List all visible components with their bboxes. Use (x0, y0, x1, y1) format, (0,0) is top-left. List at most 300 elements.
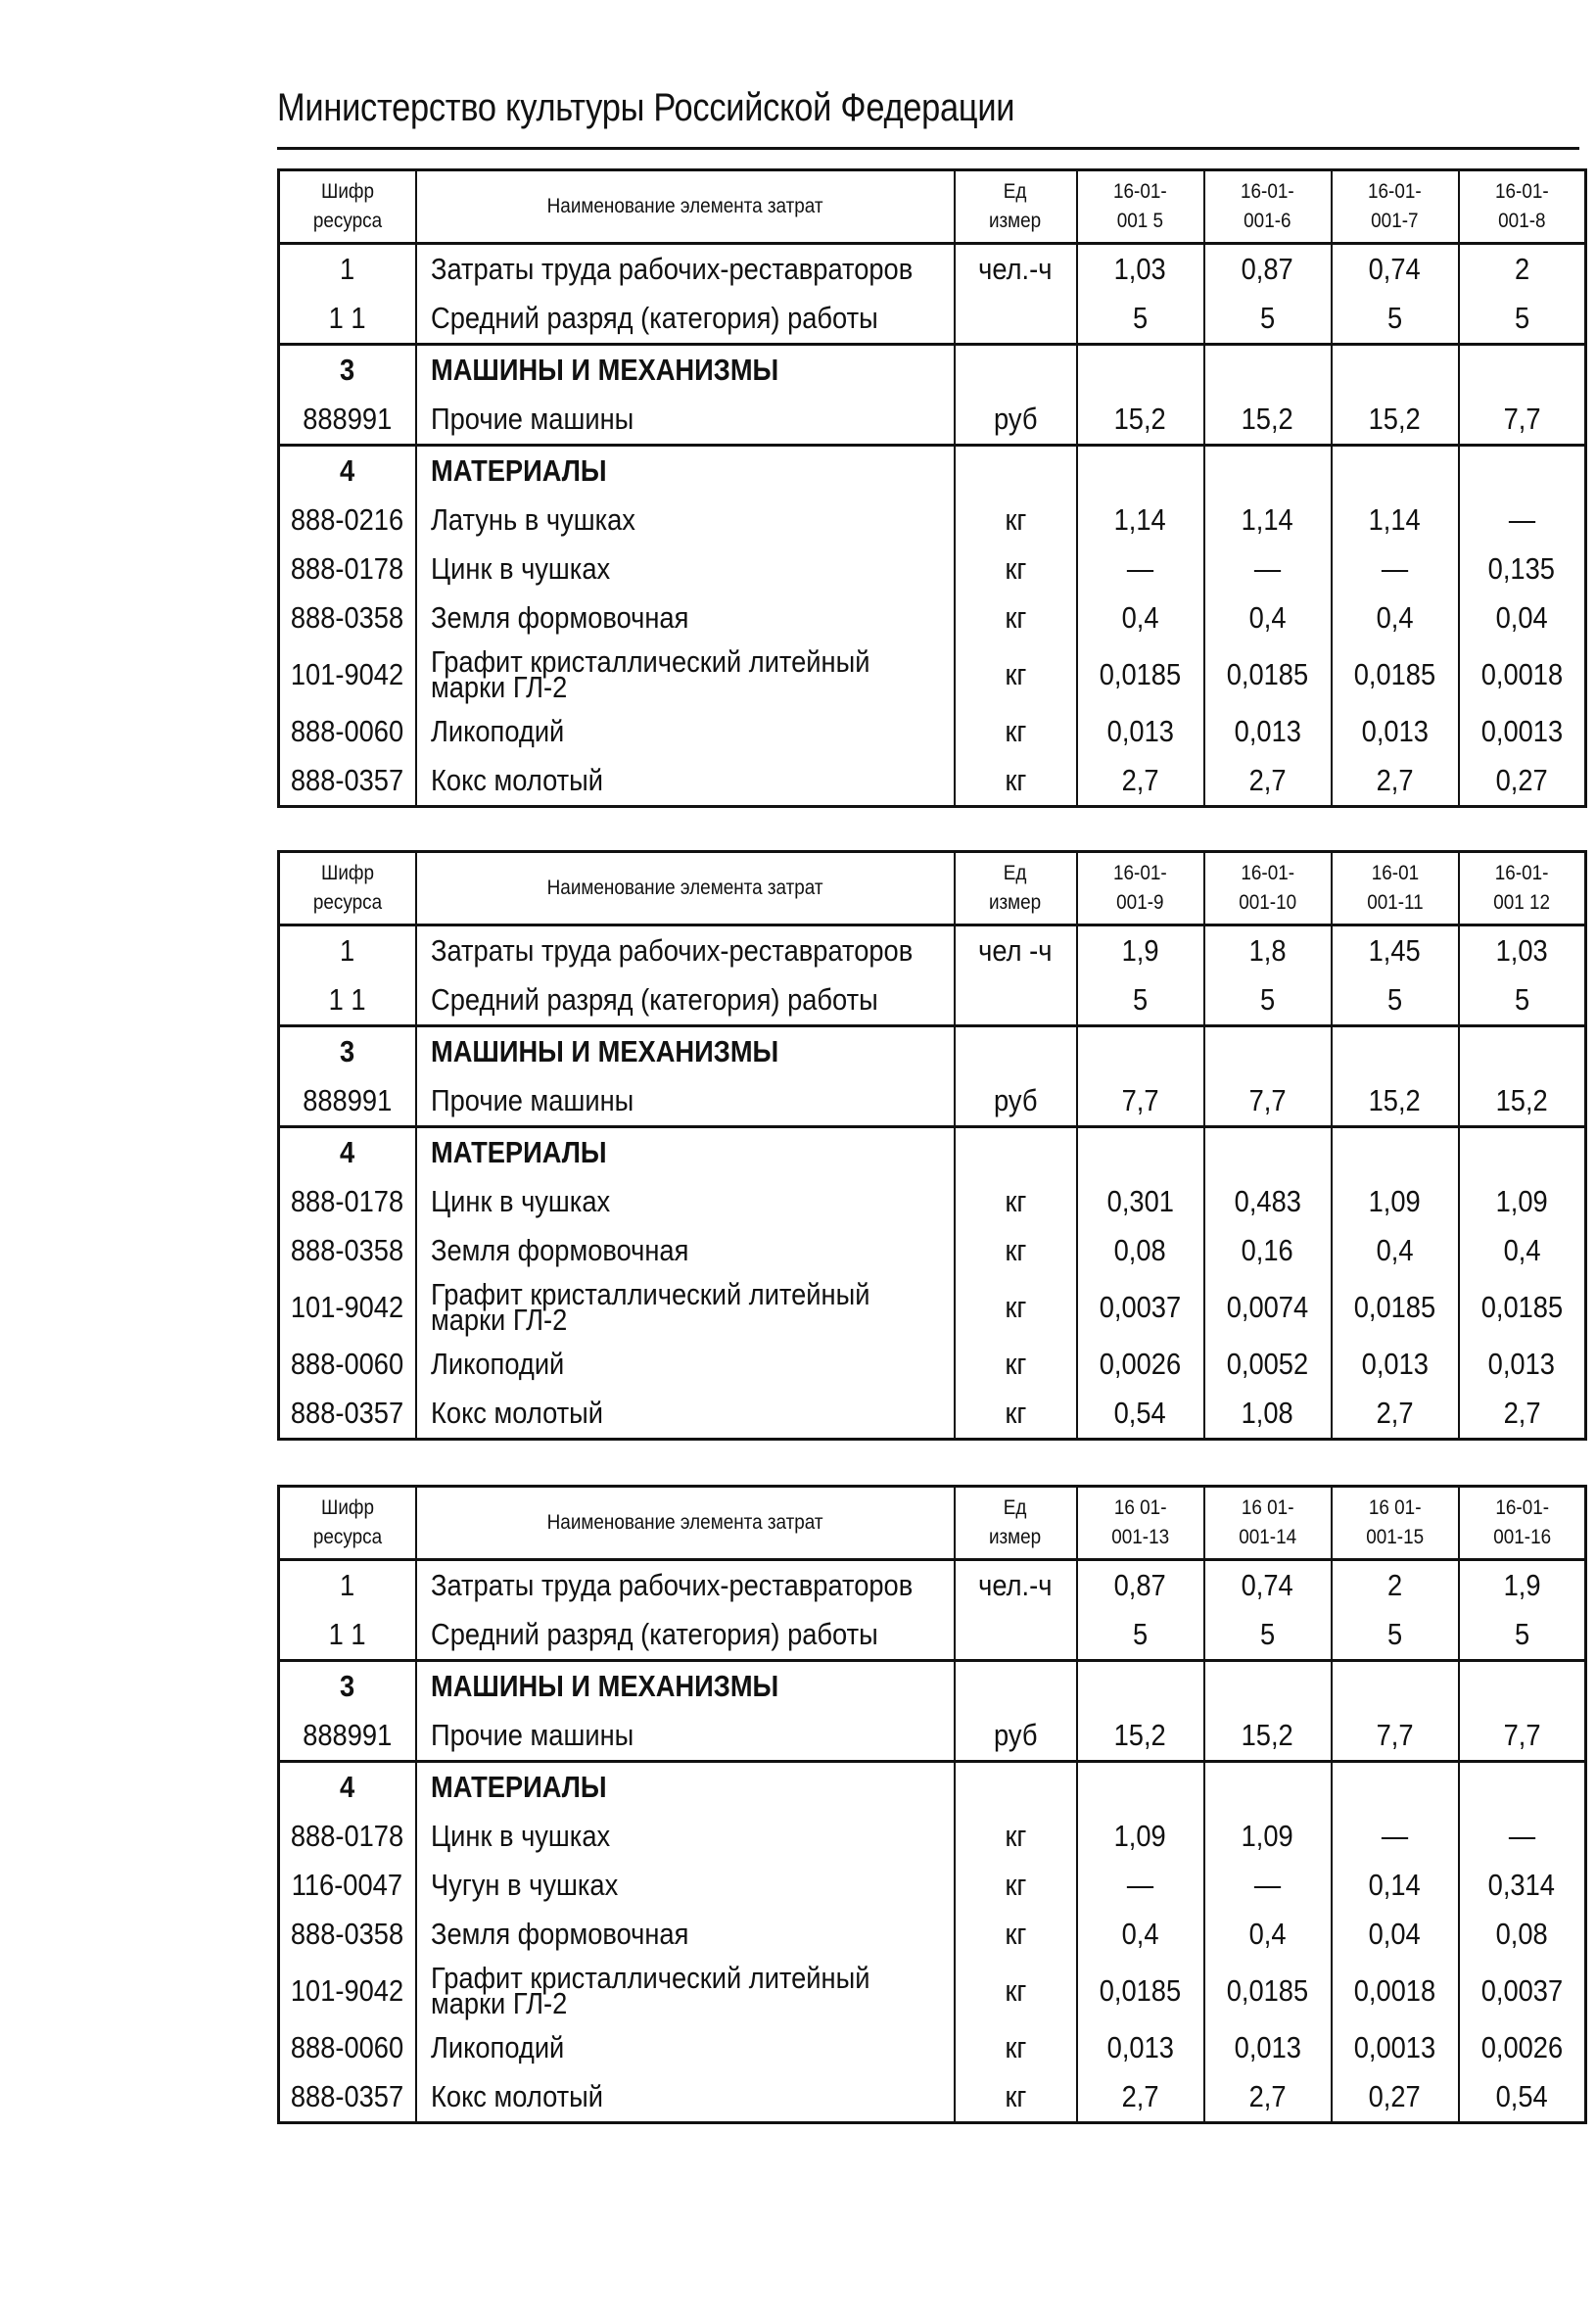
section-row (279, 1127, 1586, 1178)
unit-cell-text: чел -ч (978, 933, 1053, 968)
table-row (279, 1340, 1586, 1389)
resource-code (279, 545, 416, 593)
resource-code-text: 888-0357 (291, 1396, 404, 1430)
unit-cell-text: кг (1005, 1290, 1026, 1324)
section-row (279, 1661, 1586, 1712)
resource-code-text: 888-0178 (291, 1184, 404, 1218)
value-cell (1332, 1340, 1459, 1389)
resource-code-text: 1 1 (328, 1617, 366, 1651)
value-cell-text: 0,0026 (1480, 2030, 1563, 2064)
header-unit (955, 170, 1077, 244)
value-cell (1459, 1226, 1586, 1275)
value-cell-text: 0,0052 (1226, 1347, 1309, 1381)
header-norm-code (1459, 170, 1586, 244)
value-cell (1332, 1711, 1459, 1762)
resource-code-text: 888-0060 (291, 1347, 404, 1381)
value-cell-text: — (1253, 1868, 1282, 1902)
value-cell (1332, 1610, 1459, 1661)
value-cell (1459, 1812, 1586, 1861)
resource-name-text: Цинк в чушках (430, 1819, 610, 1853)
unit-cell (955, 545, 1077, 593)
table-row (279, 1177, 1586, 1226)
resource-code-text: 888-0358 (291, 600, 404, 635)
resource-code-text: 101-9042 (291, 1973, 404, 2008)
header-norm-code-line-1: 16 01- (1241, 1496, 1294, 1519)
unit-cell-text: кг (1005, 502, 1026, 537)
resource-name-text: Земля формовочная (430, 1917, 688, 1951)
resource-name (416, 294, 955, 345)
value-cell-text: 0,4 (1376, 600, 1414, 635)
value-cell-text: 0,0185 (1099, 1973, 1182, 2008)
value-cell (1077, 345, 1204, 396)
value-cell (1077, 1076, 1204, 1127)
header-norm-code (1204, 852, 1332, 925)
resource-code (279, 244, 416, 295)
value-cell (1459, 1389, 1586, 1440)
resource-code-text: 4 (340, 1135, 355, 1169)
value-cell (1077, 1910, 1204, 1959)
resource-name (416, 1177, 955, 1226)
value-cell-text: 5 (1386, 301, 1403, 335)
resource-code-text: 888-0358 (291, 1917, 404, 1951)
value-cell-text: 0,4 (1121, 1917, 1159, 1951)
resource-code (279, 1275, 416, 1340)
value-cell-text: 2,7 (1121, 2079, 1159, 2113)
value-cell (1204, 1275, 1332, 1340)
value-cell (1077, 1812, 1204, 1861)
header-norm-code-line-1: 16-01- (1113, 862, 1167, 884)
table-row (279, 1389, 1586, 1440)
table-row (279, 707, 1586, 756)
value-cell-text: 5 (1386, 1617, 1403, 1651)
header-norm-code-line-2: 001-6 (1244, 210, 1291, 232)
resource-code-text: 888-0060 (291, 714, 404, 748)
resource-name (416, 1076, 955, 1127)
header-unit-line-2: измер (989, 210, 1042, 232)
header-norm-code-line-2: 001 5 (1116, 210, 1164, 232)
value-cell (1077, 545, 1204, 593)
unit-cell (955, 395, 1077, 446)
unit-cell (955, 2023, 1077, 2072)
resource-code (279, 395, 416, 446)
value-cell (1204, 1762, 1332, 1813)
value-cell (1077, 1861, 1204, 1910)
table-row (279, 2072, 1586, 2123)
resource-name-text: Кокс молотый (430, 2079, 603, 2113)
resource-name-text: Средний разряд (категория) работы (430, 301, 878, 335)
value-cell (1204, 1959, 1332, 2023)
header-code-line-2: ресурса (312, 210, 382, 232)
value-cell-text: 1,14 (1241, 502, 1294, 537)
value-cell (1204, 1560, 1332, 1611)
resource-code-text: 888991 (303, 402, 393, 436)
resource-name-text: Прочие машины (430, 1718, 634, 1752)
unit-cell (955, 1275, 1077, 1340)
value-cell (1332, 707, 1459, 756)
table-row (279, 294, 1586, 345)
value-cell (1077, 1177, 1204, 1226)
value-cell-text: 0,04 (1368, 1917, 1422, 1951)
value-cell (1204, 1661, 1332, 1712)
resource-code (279, 2023, 416, 2072)
value-cell (1459, 496, 1586, 545)
norms-table (277, 1485, 1587, 2124)
unit-cell-text: кг (1005, 763, 1026, 797)
resource-code (279, 1711, 416, 1762)
value-cell (1459, 1661, 1586, 1712)
value-cell (1204, 1340, 1332, 1389)
value-cell (1459, 1026, 1586, 1077)
resource-name (416, 2072, 955, 2123)
value-cell (1204, 1177, 1332, 1226)
resource-name (416, 1910, 955, 1959)
value-cell-text: 0,301 (1106, 1184, 1174, 1218)
value-cell (1077, 2023, 1204, 2072)
value-cell-text: 0,27 (1495, 763, 1548, 797)
header-norm-code (1077, 1487, 1204, 1560)
header-code (279, 170, 416, 244)
value-cell (1077, 756, 1204, 807)
resource-name-text: Кокс молотый (430, 1396, 603, 1430)
unit-cell (955, 1812, 1077, 1861)
unit-cell (955, 1762, 1077, 1813)
value-cell-text: 5 (1132, 982, 1149, 1017)
value-cell (1077, 1389, 1204, 1440)
header-code-line-1: Шифр (320, 862, 374, 884)
value-cell-text: 0,4 (1248, 1917, 1287, 1951)
value-cell (1459, 1340, 1586, 1389)
unit-cell (955, 1076, 1077, 1127)
value-cell (1077, 642, 1204, 707)
value-cell (1459, 925, 1586, 976)
value-cell (1204, 294, 1332, 345)
value-cell (1077, 446, 1204, 497)
value-cell-text: 0,74 (1241, 1568, 1294, 1602)
value-cell-text: 15,2 (1241, 402, 1294, 436)
value-cell (1204, 707, 1332, 756)
value-cell (1204, 1026, 1332, 1077)
value-cell (1459, 2023, 1586, 2072)
value-cell-text: 15,2 (1241, 1718, 1294, 1752)
resource-name (416, 1610, 955, 1661)
value-cell-text: 0,27 (1368, 2079, 1422, 2113)
value-cell-text: 0,013 (1488, 1347, 1556, 1381)
resource-name-text: Прочие машины (430, 1083, 634, 1117)
value-cell (1332, 1910, 1459, 1959)
value-cell-text: 0,4 (1248, 600, 1287, 635)
header-norm-code-line-2: 001 12 (1493, 891, 1551, 914)
resource-name (416, 1127, 955, 1178)
value-cell (1077, 1560, 1204, 1611)
value-cell (1332, 1127, 1459, 1178)
header-norm-code-line-1: 16 01- (1113, 1496, 1167, 1519)
value-cell (1332, 294, 1459, 345)
value-cell (1332, 593, 1459, 642)
unit-cell-text: кг (1005, 2079, 1026, 2113)
header-norm-code-line-1: 16-01- (1241, 180, 1294, 203)
value-cell (1459, 446, 1586, 497)
value-cell-text: — (1126, 551, 1154, 586)
value-cell (1459, 395, 1586, 446)
header-unit (955, 1487, 1077, 1560)
resource-name (416, 642, 955, 707)
value-cell (1204, 975, 1332, 1026)
resource-code-text: 101-9042 (291, 657, 404, 691)
resource-name-text: Латунь в чушках (430, 502, 635, 537)
value-cell (1459, 756, 1586, 807)
header-unit-line-2: измер (989, 1526, 1042, 1548)
resource-code-text: 888-0357 (291, 763, 404, 797)
unit-cell (955, 756, 1077, 807)
resource-name (416, 975, 955, 1026)
header-norm-code-line-1: 16-01 (1371, 862, 1419, 884)
section-row (279, 345, 1586, 396)
table-row (279, 1711, 1586, 1762)
unit-cell (955, 1127, 1077, 1178)
resource-code (279, 1026, 416, 1077)
value-cell (1204, 244, 1332, 295)
unit-cell (955, 1389, 1077, 1440)
value-cell-text: 1,09 (1368, 1184, 1422, 1218)
value-cell (1077, 1026, 1204, 1077)
value-cell-text: 0,08 (1495, 1917, 1548, 1951)
resource-code-text: 4 (340, 1770, 355, 1804)
value-cell-text: 15,2 (1368, 1083, 1422, 1117)
table-row (279, 496, 1586, 545)
value-cell-text: 1,9 (1503, 1568, 1541, 1602)
value-cell-text: 0,74 (1368, 252, 1422, 286)
value-cell (1332, 756, 1459, 807)
value-cell-text: 15,2 (1368, 402, 1422, 436)
value-cell (1332, 1076, 1459, 1127)
table-row (279, 642, 1586, 707)
value-cell (1204, 756, 1332, 807)
unit-cell-text: кг (1005, 1233, 1026, 1267)
value-cell-text: 15,2 (1495, 1083, 1548, 1117)
value-cell-text: 5 (1514, 1617, 1529, 1651)
header-norm-code (1459, 1487, 1586, 1560)
value-cell-text: 7,7 (1376, 1718, 1414, 1752)
value-cell-text: 2 (1514, 252, 1529, 286)
table-row (279, 1812, 1586, 1861)
unit-cell-text: кг (1005, 1868, 1026, 1902)
value-cell-text: 0,013 (1106, 2030, 1174, 2064)
header-norm-code (1204, 170, 1332, 244)
value-cell (1459, 1560, 1586, 1611)
value-cell-text: 7,7 (1248, 1083, 1287, 1117)
value-cell (1077, 496, 1204, 545)
value-cell-text: 2,7 (1248, 2079, 1287, 2113)
value-cell (1204, 1610, 1332, 1661)
resource-name-text: Кокс молотый (430, 763, 603, 797)
value-cell-text: 7,7 (1503, 1718, 1541, 1752)
value-cell-text: 5 (1259, 301, 1276, 335)
header-norm-code-line-2: 001-15 (1366, 1526, 1424, 1548)
value-cell (1459, 1910, 1586, 1959)
value-cell-text: 0,0013 (1353, 2030, 1436, 2064)
value-cell (1204, 2023, 1332, 2072)
resource-name-text: Графит кристаллический литейный марки ГЛ-2 (430, 1961, 869, 2020)
header-norm-code (1077, 852, 1204, 925)
value-cell (1077, 294, 1204, 345)
value-cell-text: 0,0037 (1480, 1973, 1563, 2008)
resource-name (416, 496, 955, 545)
value-cell (1204, 446, 1332, 497)
resource-code-text: 3 (340, 1034, 355, 1068)
norms-table (277, 850, 1587, 1441)
unit-cell-text: чел.-ч (978, 1568, 1053, 1602)
unit-cell (955, 1340, 1077, 1389)
unit-cell (955, 496, 1077, 545)
resource-code (279, 1812, 416, 1861)
resource-code (279, 1389, 416, 1440)
value-cell-text: 1,9 (1121, 933, 1159, 968)
resource-name (416, 1275, 955, 1340)
value-cell-text: 1,03 (1495, 933, 1548, 968)
resource-code-text: 888-0060 (291, 2030, 404, 2064)
unit-cell-text: кг (1005, 1184, 1026, 1218)
value-cell-text: — (1381, 1819, 1409, 1853)
unit-cell (955, 2072, 1077, 2123)
value-cell-text: 0,87 (1241, 252, 1294, 286)
resource-name-text: МАТЕРИАЛЫ (430, 1770, 607, 1804)
value-cell (1077, 395, 1204, 446)
value-cell (1459, 975, 1586, 1026)
table-header-row (279, 852, 1586, 925)
table-row (279, 1910, 1586, 1959)
resource-name (416, 1226, 955, 1275)
resource-code-text: 116-0047 (292, 1868, 403, 1902)
header-norm-code-line-2: 001-8 (1498, 210, 1546, 232)
unit-cell (955, 1861, 1077, 1910)
unit-cell (955, 975, 1077, 1026)
header-norm-code-line-2: 001-7 (1371, 210, 1419, 232)
value-cell (1077, 1959, 1204, 2023)
unit-cell (955, 1610, 1077, 1661)
resource-code-text: 888-0216 (291, 502, 404, 537)
value-cell (1459, 1959, 1586, 2023)
value-cell-text: 0,0018 (1353, 1973, 1436, 2008)
header-unit-line-2: измер (989, 891, 1042, 914)
table-row (279, 395, 1586, 446)
unit-cell (955, 1959, 1077, 2023)
header-name-label: Наименование элемента затрат (546, 877, 823, 899)
resource-code (279, 1177, 416, 1226)
header-norm-code-line-2: 001-11 (1366, 891, 1424, 914)
value-cell (1459, 345, 1586, 396)
resource-name-text: Земля формовочная (430, 1233, 688, 1267)
header-norm-code-line-2: 001-13 (1111, 1526, 1169, 1548)
value-cell-text: 0,013 (1234, 2030, 1301, 2064)
resource-name-text: Графит кристаллический литейный марки ГЛ-2 (430, 644, 869, 704)
table-header-row (279, 170, 1586, 244)
value-cell (1459, 593, 1586, 642)
value-cell-text: 0,314 (1488, 1868, 1556, 1902)
value-cell-text: 7,7 (1503, 402, 1541, 436)
header-code-line-1: Шифр (320, 1496, 374, 1519)
value-cell-text: 5 (1514, 301, 1529, 335)
resource-name (416, 1959, 955, 2023)
value-cell-text: 0,0037 (1099, 1290, 1182, 1324)
resource-name (416, 1340, 955, 1389)
value-cell (1332, 1861, 1459, 1910)
header-norm-code (1332, 1487, 1459, 1560)
value-cell-text: 2,7 (1376, 763, 1414, 797)
resource-name (416, 345, 955, 396)
value-cell-text: 2,7 (1503, 1396, 1541, 1430)
value-cell-text: 7,7 (1121, 1083, 1159, 1117)
value-cell-text: 1,09 (1495, 1184, 1548, 1218)
header-norm-code (1332, 852, 1459, 925)
resource-name-text: Цинк в чушках (430, 1184, 610, 1218)
table-row (279, 1861, 1586, 1910)
header-code (279, 852, 416, 925)
value-cell-text: 0,0018 (1480, 657, 1563, 691)
value-cell-text: 2 (1386, 1568, 1403, 1602)
table-row (279, 1560, 1586, 1611)
header-code-line-2: ресурса (312, 1526, 382, 1548)
value-cell-text: 0,87 (1113, 1568, 1167, 1602)
resource-code-text: 4 (340, 453, 355, 488)
header-unit-line-1: Ед (1004, 1496, 1027, 1519)
resource-code (279, 345, 416, 396)
value-cell (1204, 1076, 1332, 1127)
value-cell (1204, 1812, 1332, 1861)
value-cell (1077, 925, 1204, 976)
unit-cell-text: кг (1005, 1973, 1026, 2008)
resource-name (416, 1861, 955, 1910)
header-divider (277, 147, 1579, 150)
value-cell-text: 0,0185 (1226, 1973, 1309, 2008)
value-cell-text: 0,0185 (1226, 657, 1309, 691)
value-cell-text: 0,4 (1376, 1233, 1414, 1267)
resource-name (416, 1389, 955, 1440)
resource-code (279, 1226, 416, 1275)
value-cell (1077, 707, 1204, 756)
resource-code (279, 1560, 416, 1611)
header-code-line-2: ресурса (312, 891, 382, 914)
value-cell-text: 1,03 (1113, 252, 1167, 286)
resource-name-text: Цинк в чушках (430, 551, 610, 586)
resource-code (279, 1959, 416, 2023)
resource-code-text: 1 1 (328, 982, 366, 1017)
value-cell (1204, 1861, 1332, 1910)
resource-code (279, 446, 416, 497)
value-cell-text: 5 (1386, 982, 1403, 1017)
resource-code-text: 101-9042 (291, 1290, 404, 1324)
value-cell (1332, 1177, 1459, 1226)
header-norm-code (1077, 170, 1204, 244)
resource-name-text: МАТЕРИАЛЫ (430, 1135, 607, 1169)
value-cell (1204, 2072, 1332, 2123)
value-cell (1077, 1127, 1204, 1178)
resource-name-text: МАШИНЫ И МЕХАНИЗМЫ (430, 1669, 778, 1703)
value-cell (1204, 496, 1332, 545)
resource-name (416, 1026, 955, 1077)
resource-name-text: Ликоподий (430, 1347, 564, 1381)
value-cell (1332, 244, 1459, 295)
resource-code (279, 593, 416, 642)
value-cell-text: 15,2 (1113, 402, 1167, 436)
value-cell (1332, 446, 1459, 497)
value-cell (1332, 2023, 1459, 2072)
unit-cell (955, 642, 1077, 707)
resource-code-text: 1 (340, 1568, 355, 1602)
table-row (279, 925, 1586, 976)
unit-cell-text: руб (993, 1083, 1038, 1117)
value-cell-text: 0,0185 (1353, 1290, 1436, 1324)
header-code (279, 1487, 416, 1560)
